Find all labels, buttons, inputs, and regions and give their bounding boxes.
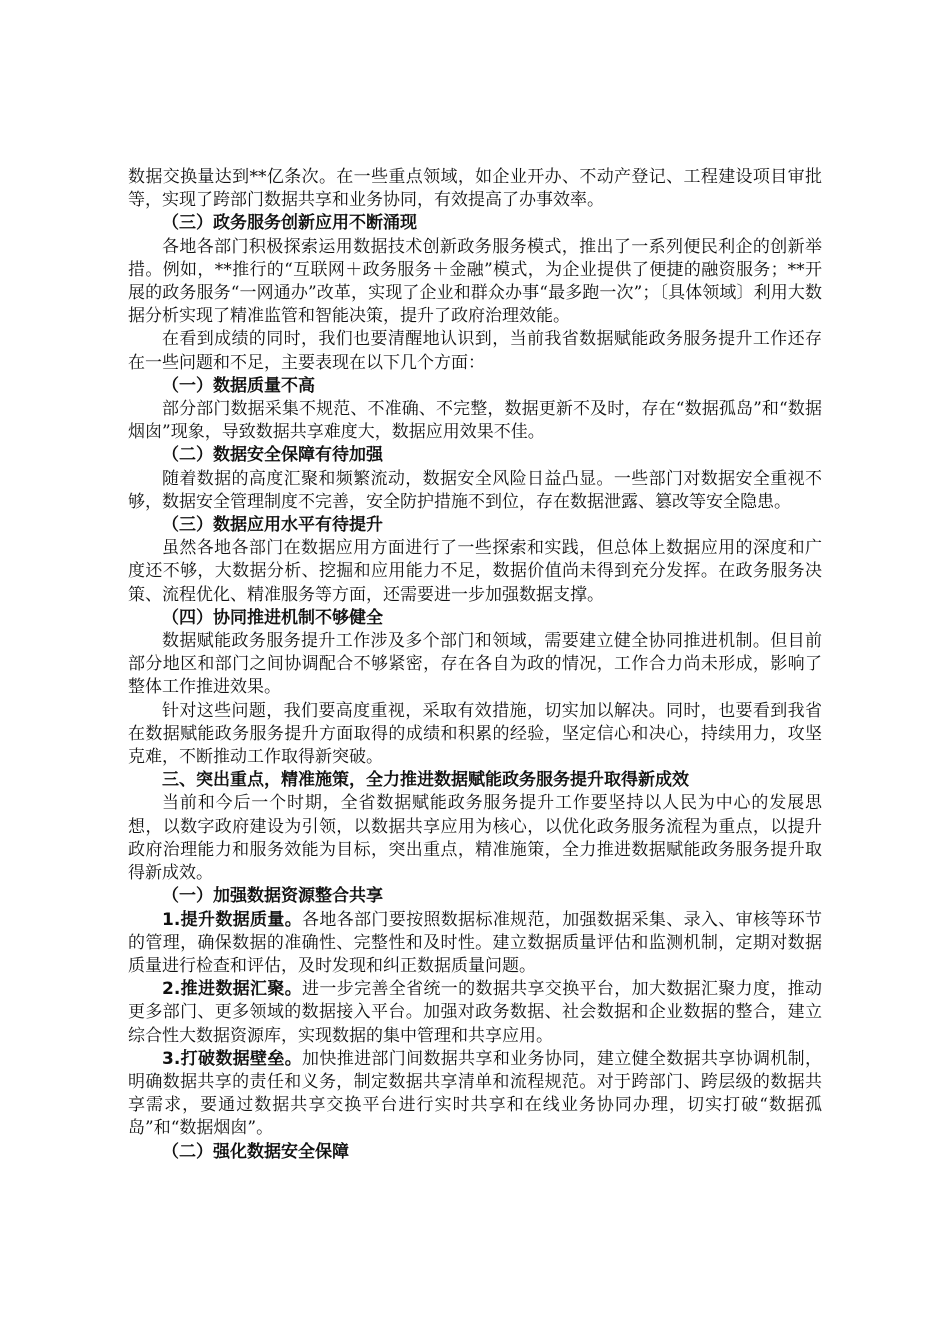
chapter-heading: 三、突出重点，精准施策，全力推进数据赋能政务服务提升取得新成效 <box>162 770 689 791</box>
item-lead: 3.打破数据壁垒。 <box>162 1048 303 1069</box>
section-heading: （三）数据应用水平有待提升 <box>162 515 383 536</box>
paragraph: 数据交换量达到**亿条次。在一些重点领域，如企业开办、不动产登记、工程建设项目审批等，实现了跨部门数据共享和业务协同，有效提高了办事效率。 <box>128 167 822 211</box>
section-heading: （三）政务服务创新应用不断涌现 <box>162 213 417 234</box>
paragraph: 随着数据的高度汇聚和频繁流动，数据安全风险日益凸显。一些部门对数据安全重视不够，数据安全管理制度不完善，安全防护措施不到位，存在数据泄露、篡改等安全隐患。 <box>128 468 822 512</box>
item-text: 各地各部门要按照数据标准规范，加强数据采集、录入、审核等环节的管理，确保数据的准确性、完整性和及时性。建立数据质量评估和监测机制，定期对数据质量进行检查和评估，及时发现和纠正数据质量问题。 <box>128 909 823 976</box>
numbered-paragraph <box>128 978 822 1048</box>
section-heading: （二）强化数据安全保障 <box>162 1141 349 1162</box>
section-heading: （二）数据安全保障有待加强 <box>162 445 383 466</box>
paragraph: 各地各部门积极探索运用数据技术创新政务服务模式，推出了一系列便民利企的创新举措。例如，**推行的“互联网＋政务服务＋金融”模式，为企业提供了便捷的融资服务；**开展的政务服务“一网通办”改革，实现了企业和群众办事“最多跑一次”；〔具体领域〕利用大数据分析实现了精准监管和智能决策，提升了政府治理效能。 <box>128 236 822 327</box>
paragraph: 针对这些问题，我们要高度重视，采取有效措施，切实加以解决。同时，也要看到我省在数据赋能政务服务提升方面取得的成绩和积累的经验，坚定信心和决心，持续用力，攻坚克难，不断推动工作取得新突破。 <box>128 700 822 768</box>
paragraph: 当前和今后一个时期，全省数据赋能政务服务提升工作要坚持以人民为中心的发展思想，以数字政府建设为引领，以数据共享应用为核心，以优化政务服务流程为重点，以提升政府治理能力和服务效能为目标，突出重点，精准施策，全力推进数据赋能政务服务提升取得新成效。 <box>128 793 822 884</box>
paragraph: 数据赋能政务服务提升工作涉及多个部门和领域，需要建立健全协同推进机制。但目前部分地区和部门之间协调配合不够紧密，存在各自为政的情况，工作合力尚未形成，影响了整体工作推进效果。 <box>128 631 822 698</box>
item-lead: 1.提升数据质量。 <box>162 909 303 930</box>
section-heading: （四）协同推进机制不够健全 <box>162 607 383 628</box>
item-text: 进一步完善全省统一的数据共享交换平台，加大数据汇聚力度，推动更多部门、更多领域的数据接入平台。加强对政务数据、社会数据和企业数据的整合，建立综合性大数据资源库，实现数据的集中管理和共享应用。 <box>128 979 823 1046</box>
paragraph: 在看到成绩的同时，我们也要清醒地认识到，当前我省数据赋能政务服务提升工作还存在一些问题和不足，主要表现在以下几个方面： <box>128 329 822 373</box>
section-heading: （一）加强数据资源整合共享 <box>162 886 383 907</box>
item-lead: 2.推进数据汇聚。 <box>162 979 303 1000</box>
paragraph: 虽然各地各部门在数据应用方面进行了一些探索和实践，但总体上数据应用的深度和广度还不够，大数据分析、挖掘和应用能力不足，数据价值尚未得到充分发挥。在政务服务决策、流程优化、精准服务等方面，还需要进一步加强数据支撑。 <box>128 538 822 605</box>
document-body <box>128 166 822 1164</box>
numbered-paragraph <box>128 1048 822 1141</box>
section-heading: （一）数据质量不高 <box>162 375 315 396</box>
numbered-paragraph <box>128 909 822 979</box>
item-text: 加快推进部门间数据共享和业务协同，建立健全数据共享协调机制，明确数据共享的责任和义务，制定数据共享清单和流程规范。对于跨部门、跨层级的数据共享需求，要通过数据共享交换平台进行实时共享和在线业务协同办理，切实打破“数据孤岛”和“数据烟囱”。 <box>128 1048 823 1139</box>
paragraph: 部分部门数据采集不规范、不准确、不完整，数据更新不及时，存在“数据孤岛”和“数据烟囱”现象，导致数据共享难度大，数据应用效果不佳。 <box>128 399 822 443</box>
